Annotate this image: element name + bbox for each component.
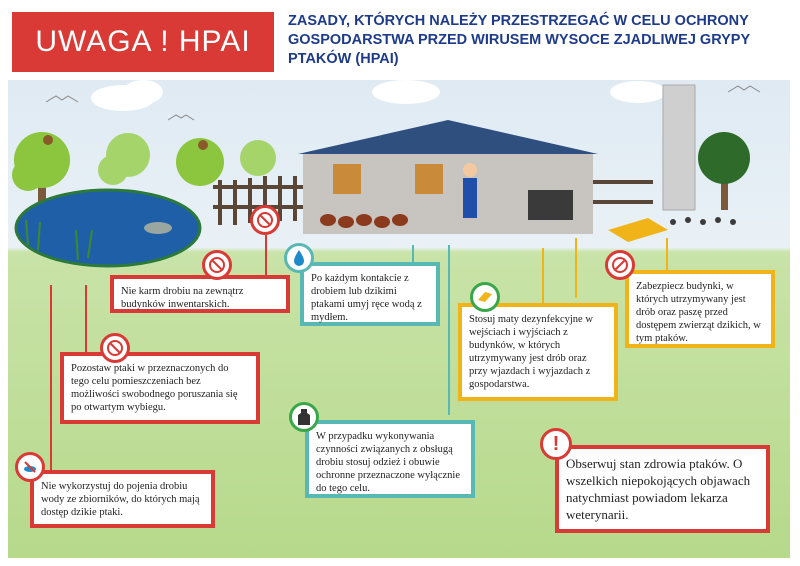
no-feeding-icon xyxy=(202,250,232,280)
bird-icon xyxy=(168,115,194,120)
silo xyxy=(663,85,695,210)
barn-roof xyxy=(298,120,598,154)
rule-no-outdoor-feeding xyxy=(110,275,290,313)
title-banner xyxy=(12,12,274,72)
rule-observe-health xyxy=(555,445,770,533)
protective-apron-icon xyxy=(289,402,319,432)
pond xyxy=(16,190,200,266)
bird-icon xyxy=(728,86,760,92)
rule-wash-hands xyxy=(300,262,440,326)
rule-text: Stosuj maty dezynfekcyjne w wejściach i wyjściach z budynków, w których utrzymywany jest drób oraz przy wjazdach i wyjazdach z gospodarstwa. xyxy=(469,314,593,390)
rule-text: Pozostaw ptaki w przeznaczonych do tego celu pomieszczeniach bez możliwości swobodnego poruszania się po otwartym wybiegu. xyxy=(71,363,238,413)
banner-title: UWAGA ! HPAI xyxy=(35,25,251,58)
disinfection-mat-icon xyxy=(470,282,500,312)
rule-text: Nie karm drobiu na zewnątrz budynków inwentarskich. xyxy=(121,286,244,310)
rule-text: Obserwuj stan zdrowia ptaków. O wszelkich niepokojących objawach natychmiast powiadom lekarza weterynarii. xyxy=(566,456,751,522)
farmer xyxy=(463,178,477,218)
rule-text: Zabezpiecz budynki, w których utrzymywany jest drób oraz paszę przed dostępem zwierząt dzikich, w tym ptaków. xyxy=(636,281,761,344)
perched-bird-icon xyxy=(43,135,53,145)
rule-secure-buildings xyxy=(625,270,775,348)
bird-icon xyxy=(46,96,78,102)
rule-keep-indoors xyxy=(60,352,260,424)
perched-bird-icon xyxy=(198,140,208,150)
no-water-icon xyxy=(15,452,45,482)
rule-text: W przypadku wykonywania czynności związanych z obsługą drobiu stosuj odzież i obuwie ochronne przeznaczone wyłącznie do tego celu. xyxy=(316,431,460,494)
no-feeding-icon xyxy=(250,205,280,235)
no-wild-bird-icon xyxy=(605,250,635,280)
no-free-range-icon xyxy=(100,333,130,363)
duck-icon xyxy=(144,222,172,234)
rule-text: Po każdym kontakcie z drobiem lub dzikimi ptakami umyj ręce wodą z mydłem. xyxy=(311,273,422,323)
rule-disinfection-mats xyxy=(458,303,618,401)
headline: ZASADY, KTÓRYCH NALEŻY PRZESTRZEGAĆ W CELU OCHRONY GOSPODARSTWA PRZED WIRUSEM WYSOCE ZJADLIWEJ GRYPY PTAKÓW (HPAI) xyxy=(288,13,750,67)
rule-protective-clothing xyxy=(305,420,475,498)
rule-water-sources xyxy=(30,470,215,528)
exclamation-icon: ! xyxy=(540,428,572,460)
disinfection-mat xyxy=(608,218,668,242)
clouds xyxy=(91,80,666,111)
rule-text: Nie wykorzystuj do pojenia drobiu wody ze zbiorników, do których mają dostęp dzikie ptaki. xyxy=(41,481,200,518)
water-drop-icon xyxy=(284,243,314,273)
